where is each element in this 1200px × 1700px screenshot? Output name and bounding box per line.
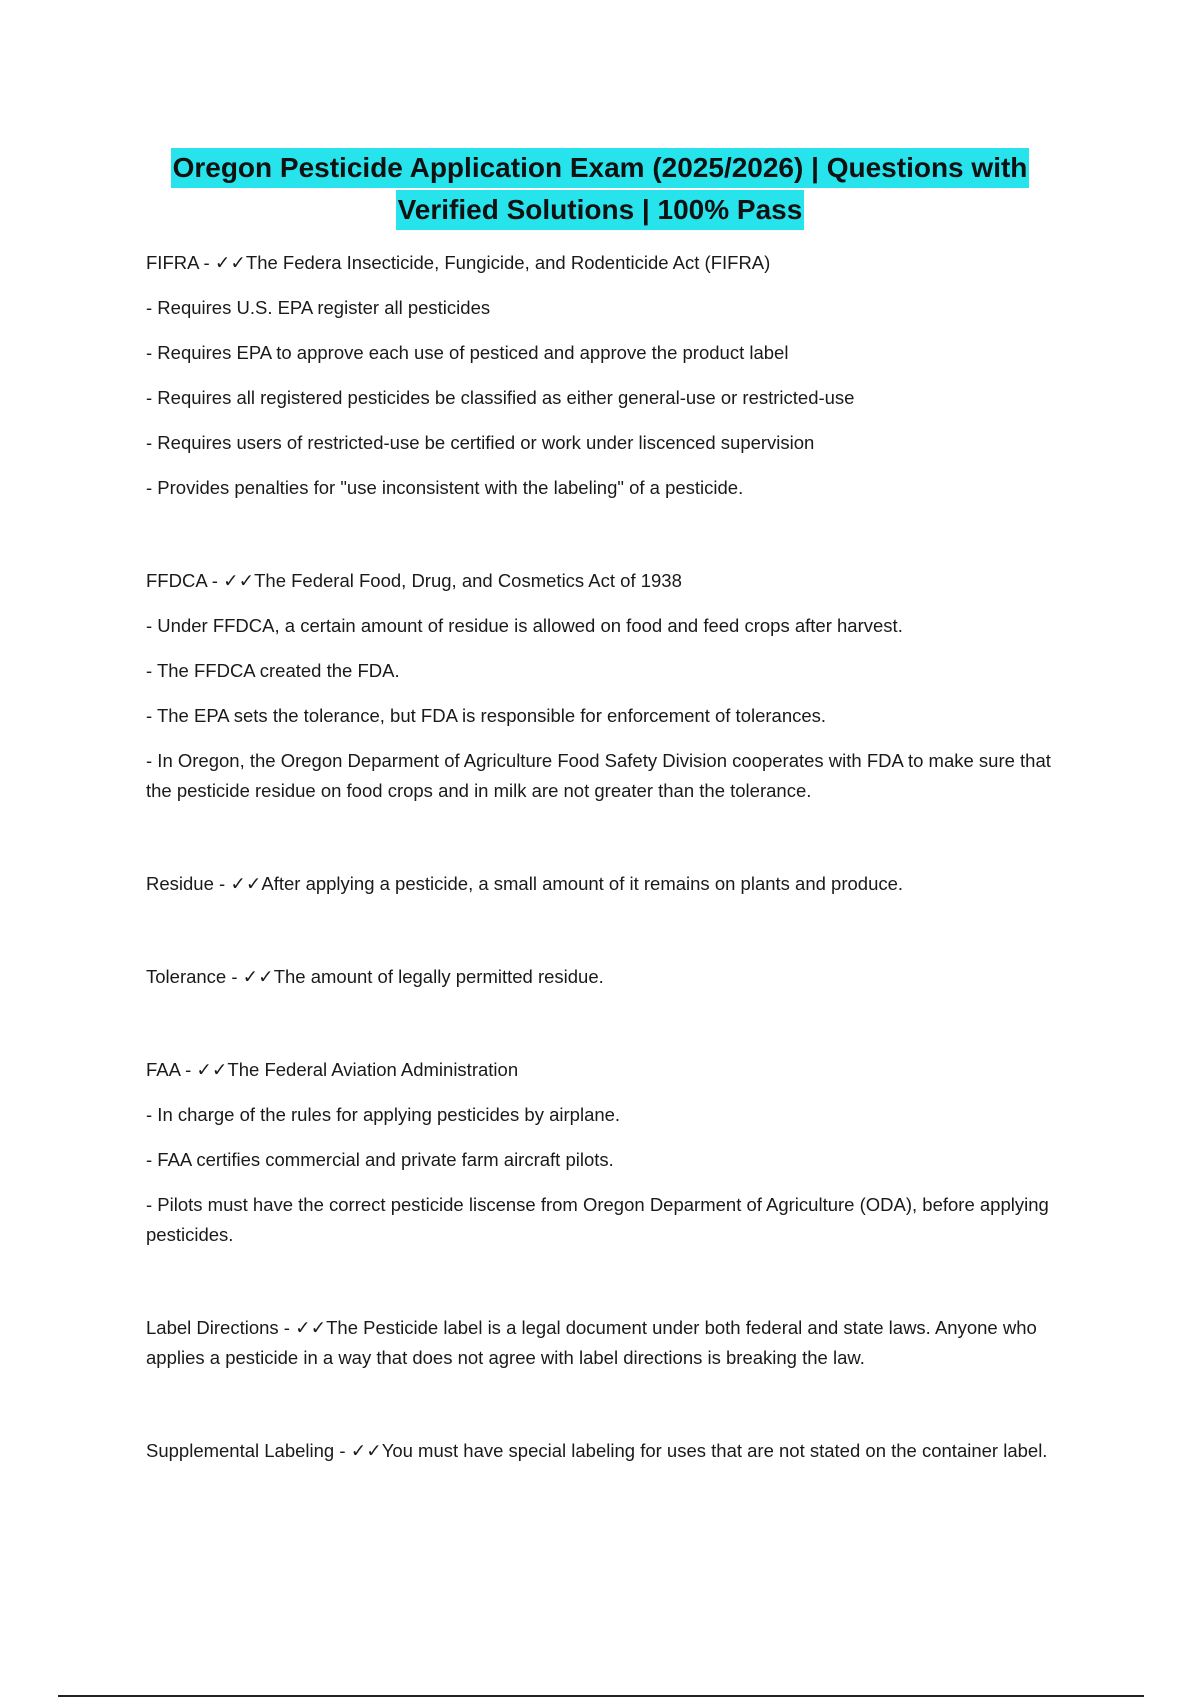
entry-definition: The amount of legally permitted residue. [273,966,604,987]
entry-term: Label Directions [146,1317,279,1338]
footer-divider [58,1695,1144,1697]
entry-line: - Requires all registered pesticides be classified as either general-use or restricted-use [146,387,855,408]
entry-supplemental-labeling [146,1436,1066,1466]
entry-term: FIFRA [146,252,199,273]
check-icon: ✓✓ [214,252,246,273]
check-icon: ✓✓ [295,1317,327,1338]
check-icon: ✓✓ [242,966,274,987]
entry-heading: Label Directions - ✓✓The Pesticide label is a legal document under both federal and state laws. Anyone who applies a pesticide in a way that does not agree with label directions is breaking the law. [146,1317,1037,1368]
entry-residue [146,869,1066,899]
entry-line: - Pilots must have the correct pesticide liscense from Oregon Deparment of Agriculture (ODA), before applying pesticides. [146,1194,1049,1245]
entry-term: Residue [146,873,214,894]
check-icon: ✓✓ [230,873,262,894]
entry-heading: FAA - ✓✓The Federal Aviation Administration [146,1059,519,1080]
entry-line: - FAA certifies commercial and private farm aircraft pilots. [146,1149,614,1170]
document-body [146,248,1066,1466]
entry-definition: You must have special labeling for uses that are not stated on the container label. [381,1440,1048,1461]
entry-term: Tolerance [146,966,227,987]
entry-term: FAA [146,1059,180,1080]
entry-heading: FIFRA - ✓✓The Federa Insecticide, Fungicide, and Rodenticide Act (FIFRA) [146,252,771,273]
check-icon: ✓✓ [196,1059,228,1080]
entry-heading: FFDCA - ✓✓The Federal Food, Drug, and Cosmetics Act of 1938 [146,570,682,591]
entry-term: Supplemental Labeling [146,1440,335,1461]
entry-heading: Supplemental Labeling - ✓✓You must have special labeling for uses that are not stated on the container label. [146,1440,1048,1461]
entry-line: - In Oregon, the Oregon Deparment of Agriculture Food Safety Division cooperates with FDA to make sure that the pesticide residue on food crops and in milk are not greater than the tolerance. [146,750,1051,801]
entry-term: FFDCA [146,570,207,591]
entry-definition: After applying a pesticide, a small amount of it remains on plants and produce. [261,873,904,894]
entry-heading: Tolerance - ✓✓The amount of legally permitted residue. [146,966,604,987]
check-icon: ✓✓ [350,1440,382,1461]
entry-line: - The FFDCA created the FDA. [146,660,400,681]
entry-tolerance [146,962,1066,992]
page-title [140,148,1060,232]
title-line-1: Oregon Pesticide Application Exam (2025/2026) | Questions with [171,148,1030,188]
entry-definition: The Federa Insecticide, Fungicide, and Rodenticide Act (FIFRA) [245,252,771,273]
entry-ffdca [146,566,1066,806]
entry-line: - In charge of the rules for applying pesticides by airplane. [146,1104,621,1125]
check-icon: ✓✓ [223,570,255,591]
entry-line: - Under FFDCA, a certain amount of residue is allowed on food and feed crops after harvest. [146,615,903,636]
entry-heading: Residue - ✓✓After applying a pesticide, a small amount of it remains on plants and produce. [146,873,904,894]
entry-fifra [146,248,1066,503]
entry-line: - Requires EPA to approve each use of pesticed and approve the product label [146,342,789,363]
entry-line: - Provides penalties for "use inconsistent with the labeling" of a pesticide. [146,477,744,498]
entry-definition: The Federal Aviation Administration [227,1059,519,1080]
entry-faa [146,1055,1066,1250]
entry-line: - The EPA sets the tolerance, but FDA is responsible for enforcement of tolerances. [146,705,827,726]
entry-definition: The Federal Food, Drug, and Cosmetics Act of 1938 [254,570,682,591]
entry-line: - Requires users of restricted-use be certified or work under liscenced supervision [146,432,815,453]
title-line-2: Verified Solutions | 100% Pass [396,190,805,230]
entry-label-directions [146,1313,1066,1373]
entry-line: - Requires U.S. EPA register all pesticides [146,297,491,318]
entry-definition: The Pesticide label is a legal document under both federal and state laws. Anyone who applies a pesticide in a way that does not agree with label directions is breaking the law. [146,1317,1037,1368]
